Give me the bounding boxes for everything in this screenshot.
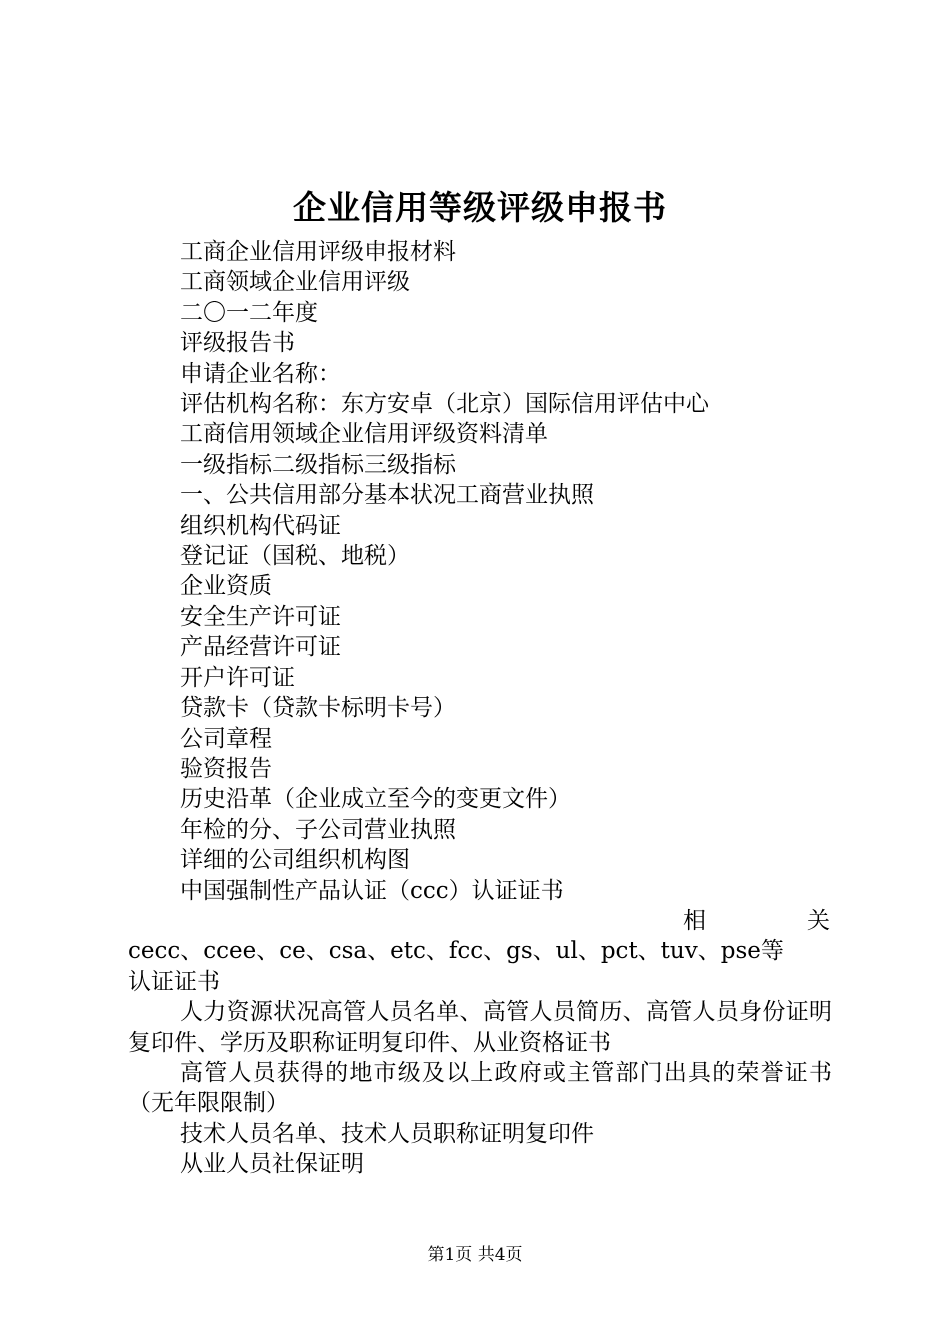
text-line: 二〇一二年度: [180, 299, 318, 326]
text-line: 详细的公司组织机构图: [180, 847, 410, 874]
text-line: 工商信用领域企业信用评级资料清单: [180, 421, 548, 448]
text-line: 安全生产许可证: [180, 603, 341, 630]
text-line: 工商企业信用评级申报材料: [180, 239, 456, 265]
document-title: 企业信用等级评级申报书: [293, 188, 667, 227]
text-line: 产品经营许可证: [180, 634, 341, 661]
text-line: 一级指标二级指标三级指标: [180, 451, 456, 478]
document-body: [128, 237, 832, 1180]
hr-paragraph: 人力资源状况高管人员名单、高管人员简历、高管人员身份证明复印件、学历及职称证明复印件、从业资格证书: [128, 999, 832, 1056]
text-line: 从业人员社保证明: [180, 1151, 364, 1178]
text-line: 公司章程: [180, 725, 272, 752]
text-line: 验资报告: [180, 755, 272, 782]
text-line: 一、公共信用部分基本状况工商营业执照: [180, 482, 594, 509]
text-line: 贷款卡（贷款卡标明卡号）: [180, 695, 456, 722]
text-line: 技术人员名单、技术人员职称证明复印件: [180, 1120, 594, 1147]
related-word: 关: [807, 907, 830, 934]
honor-paragraph: 高管人员获得的地市级及以上政府或主管部门出具的荣誉证书（无年限限制）: [128, 1059, 832, 1117]
text-line: 组织机构代码证: [180, 512, 341, 539]
related-word: 相: [683, 907, 706, 934]
text-line: 评估机构名称：东方安卓（北京）国际信用评估中心: [180, 391, 709, 418]
text-line: 中国强制性产品认证（ccc）认证证书: [180, 877, 564, 904]
text-line: 登记证（国税、地税）: [180, 543, 410, 570]
cert-list-tail: 认证证书: [128, 968, 220, 995]
related-line: [128, 906, 832, 936]
page-footer: 第1页 共4页: [427, 1245, 523, 1265]
text-line: 工商领域企业信用评级: [180, 269, 410, 296]
text-line: 申请企业名称：: [180, 360, 341, 387]
text-line: 开户许可证: [180, 664, 295, 691]
text-line: 评级报告书: [180, 330, 295, 357]
text-line: 历史沿革（企业成立至今的变更文件）: [180, 786, 571, 813]
text-line: 年检的分、子公司营业执照: [180, 816, 456, 843]
text-line: 企业资质: [180, 573, 272, 600]
cert-list-line: cecc、ccee、ce、csa、etc、fcc、gs、ul、pct、tuv、pse等: [128, 938, 784, 965]
